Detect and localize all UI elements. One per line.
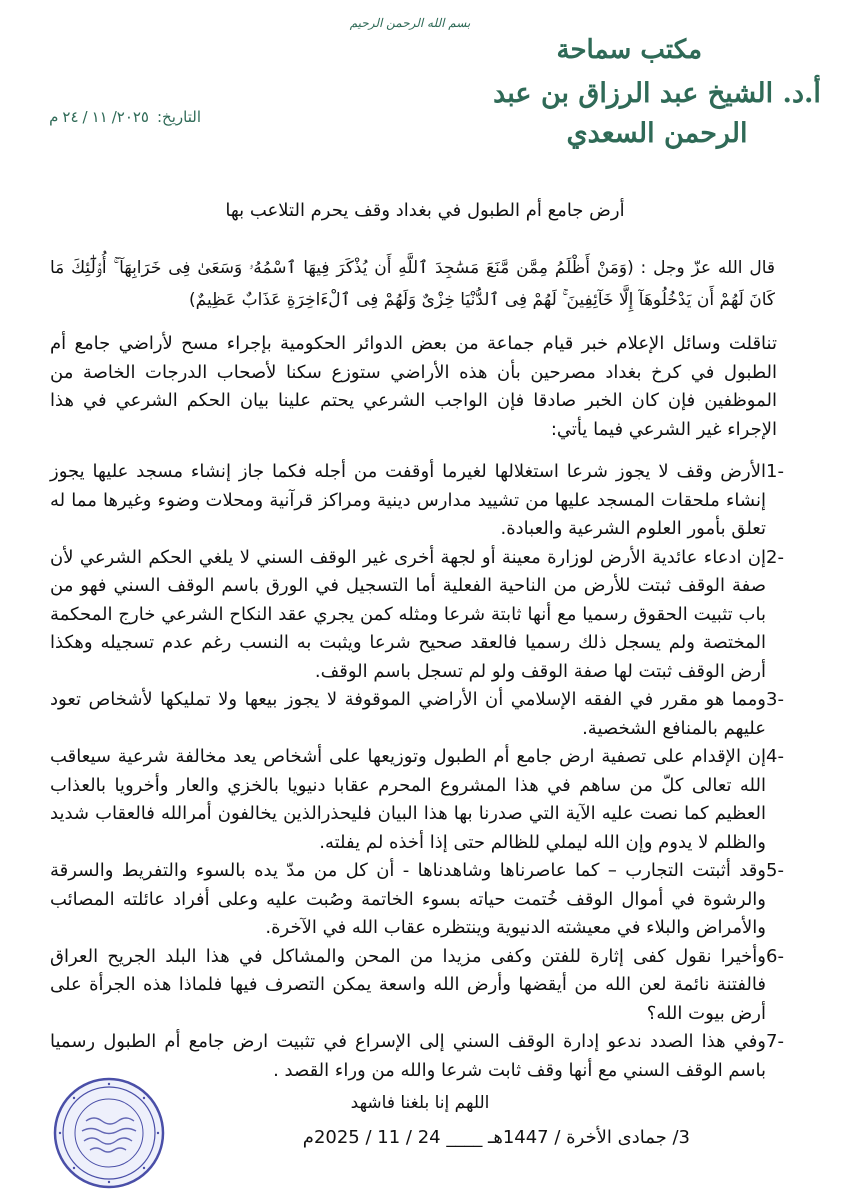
basmala: بسم الله الرحمن الرحيم xyxy=(349,16,471,30)
footer-date: 3/ جمادى الأخرة / 1447هـ ____ 24 / 11 / 2025م xyxy=(302,1127,690,1148)
list-item xyxy=(50,544,788,687)
point-number: -5 xyxy=(766,860,784,881)
closing-prayer: اللهم إنا بلغنا فاشهد xyxy=(350,1093,490,1113)
date-label: التاريخ: xyxy=(157,108,201,126)
point-number: -4 xyxy=(766,746,784,767)
list-item xyxy=(50,857,788,943)
point-number: -1 xyxy=(766,461,784,482)
point-text: وأخيرا نقول كفى إثارة للفتن وكفى مزيدا من المحن والمشاكل في هذا البلد الجريح العراق فالفتنة نائمة لعن الله من أيقضها وأرض الله واسعة يمكن التصرف فيها فلماذا هذه الجرأة على أرض بيوت الله؟ xyxy=(50,945,766,1024)
point-number: -6 xyxy=(766,945,784,967)
document-title: أرض جامع أم الطبول في بغداد وقف يحرم التلاعب بها xyxy=(225,200,625,221)
point-number: -7 xyxy=(766,1031,784,1052)
list-item xyxy=(50,943,788,1029)
office-title: مكتب سماحة xyxy=(556,35,702,65)
sheikh-name: أ.د. الشيخ عبد الرزاق بن عبد الرحمن السعدي xyxy=(493,78,821,149)
date-year: ٢٠٢٥م xyxy=(49,108,149,126)
point-text: ومما هو مقرر في الفقه الإسلامي أن الأراضي الموقوفة لا يجوز بيعها ولا تمليكها لأشخاص تعود عليهم بالمنافع الشخصية. xyxy=(50,689,766,739)
point-text: وفي هذا الصدد ندعو إدارة الوقف السني إلى الإسراع في تثبيت ارض جامع أم الطبول رسميا باسم الوقف السني مع أنها وقف ثابت شرعا والله من وراء القصد . xyxy=(50,1031,766,1081)
list-item xyxy=(50,458,788,544)
point-text: إن الإقدام على تصفية ارض جامع أم الطبول وتوزيعها على أشخاص يعد مخالفة شرعية سيعاقب الله تعالى كلّ من ساهم في هذا المشروع المحرم عقابا دنيويا بالخزي والعار وأخرويا بالعذاب العظيم كما نصت عليه الآية التي صدرنا بها هذا البيان فليحذرالذين يخالفون أمرالله فالعقاب شديد والظلم لا يدوم وإن الله ليملي للظالم حتى إذا أخذه لم يفلته. xyxy=(50,746,766,853)
points-list xyxy=(50,458,788,1085)
quran-paragraph xyxy=(50,252,775,316)
intro-paragraph: تناقلت وسائل الإعلام خبر قيام جماعة من بعض الدوائر الحكومية بإجراء مسح لأراضي جامع أم الطبول في كرخ بغداد مصرحين بأن هذه الأراضي ستوزع سكنا لأصحاب الدرجات الخاصة من الموظفين فإن كان الخبر صادقا فإن الواجب الشرعي يحتم علينا بيان الحكم الشرعي في هذا الإجراء غير الشرعي فيما يأتي: xyxy=(50,333,777,440)
point-text: وقد أثبتت التجارب – كما عاصرناها وشاهدناها - أن كل من مدّ يده بالسوء والتفريط والسرقة والرشوة في أموال الوقف خُتمت حياته بسوء الخاتمة وصُبت عليه وعلى أفراد عائلته المصائب والأمراض والبلاء في معيشته الدنيوية وينتظره عقاب الله في الآخرة. xyxy=(50,860,766,938)
point-number: -3 xyxy=(766,689,784,710)
point-text: الأرض وقف لا يجوز شرعا استغلالها لغيرما أوقفت من أجله فكما جاز إنشاء مسجد عليها يجوز إنشاء ملحقات المسجد عليها من تشييد مدارس دينية ومراكز قرآنية ومحلات وضوء وغيرها مما له تعلق بأمور العلوم الشرعية والعبادة. xyxy=(50,461,766,539)
list-item xyxy=(50,743,788,857)
date-month: ١١ xyxy=(91,108,108,126)
point-number: -2 xyxy=(766,546,784,568)
quran-intro: قال الله عزّ وجل : xyxy=(633,258,775,278)
date-day: ٢٤ xyxy=(62,108,79,126)
quran-verse: (وَمَنْ أَظْلَمُ مِمَّن مَّنَعَ مَسَٰجِدَ ٱللَّهِ أَن يُذْكَرَ فِيهَا ٱسْمُهُۥ وَسَعَىٰ فِى خَرَابِهَآ ۚ أُو۟لَٰٓئِكَ مَا كَانَ لَهُمْ أَن يَدْخُلُوهَآ إِلَّا خَآئِفِينَ ۚ لَهُمْ فِى ٱلدُّنْيَا خِزْىٌ وَلَهُمْ فِى ٱلْءَاخِرَةِ عَذَابٌ عَظِيمٌ) xyxy=(50,258,775,310)
official-seal-icon xyxy=(52,1076,166,1190)
list-item xyxy=(50,686,788,743)
letterhead-date: التاريخ:٢٤ / ١١ /٢٠٢٥م xyxy=(49,108,201,126)
letterhead xyxy=(492,30,822,154)
point-text: إن ادعاء عائدية الأرض لوزارة معينة أو لجهة أخرى غير الوقف السني لا يلغي الحكم الشرعي لأن صفة الوقف ثبتت للأرض من الناحية الفعلية أما التسجيل في الورق باسم الوقف السني فهو من باب تثبيت الحقوق رسميا مع أنها ثابتة شرعا ومثله كمن يجري عقد النكاح الشرعي خارج المحكمة المختصة ولم يسجل ذلك رسميا فالعقد صحيح شرعا ويثبت به النسب رغم عدم تسجيله وهكذا أرض الوقف ثبتت لها صفة الوقف ولو لم تسجل باسم الوقف. xyxy=(50,546,766,682)
